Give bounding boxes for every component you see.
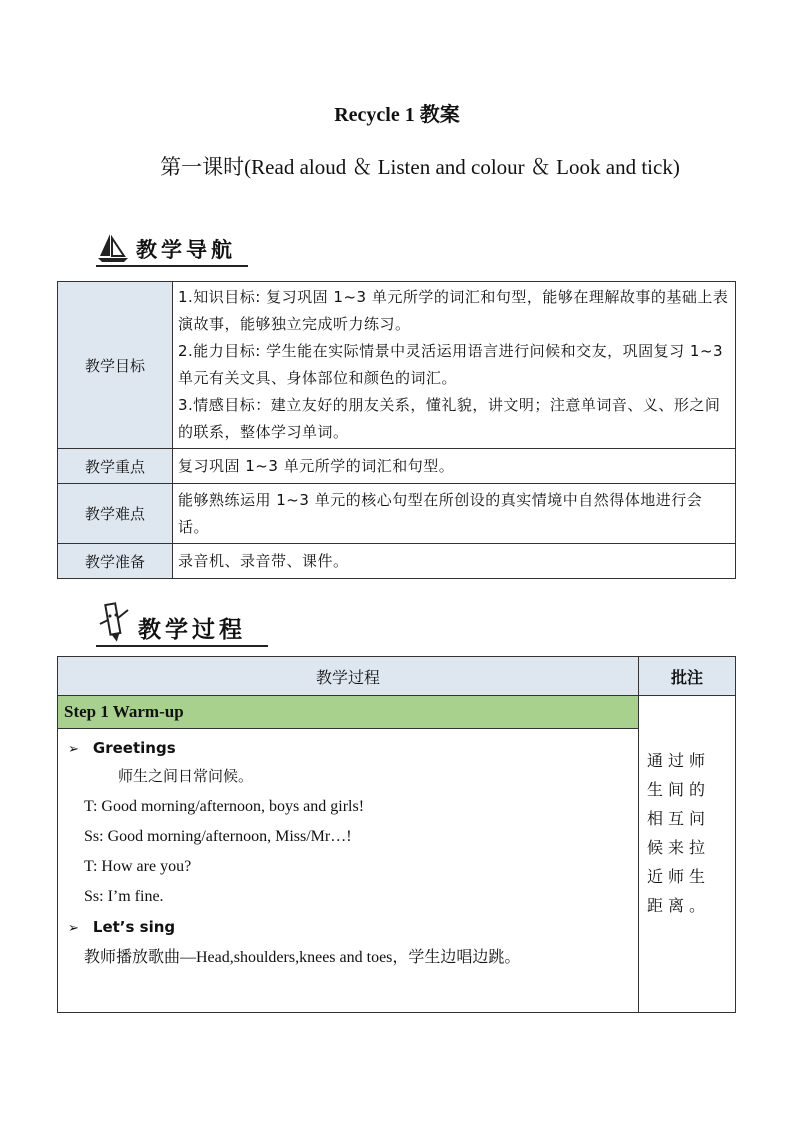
text-line: T: How are you? xyxy=(84,858,192,875)
goal-line: 3.情感目标：建立友好的朋友关系，懂礼貌，讲文明；注意单词音、义、形之间的联系，整体学习单词。 xyxy=(178,396,721,441)
goal-line: 1.知识目标: 复习巩固 1~3 单元所学的词汇和句型，能够在理解故事的基础上表演故事，能够独立完成听力练习。 xyxy=(178,288,729,333)
note-cell: 通过师生间的相互问候来拉近师生距离。 xyxy=(639,696,736,1013)
text-line: 师生之间日常问候。 xyxy=(118,767,254,785)
page-title: Recycle 1 教案 xyxy=(334,104,460,126)
row-label: 教学准备 xyxy=(58,544,173,579)
text-line: T: Good morning/afternoon, boys and girls! xyxy=(84,798,365,815)
goals-table xyxy=(57,281,736,579)
bullet-label: Let’s sing xyxy=(92,918,176,936)
header-process: 教学过程 xyxy=(58,657,639,696)
section-heading-text: 教学过程 xyxy=(138,617,246,643)
row-label: 教学目标 xyxy=(58,282,173,449)
table-row xyxy=(58,544,736,579)
table-header-row xyxy=(58,657,736,696)
text-line: Ss: I’m fine. xyxy=(84,888,164,905)
table-row xyxy=(58,729,736,1013)
row-label: 教学难点 xyxy=(58,484,173,544)
row-label: 教学重点 xyxy=(58,449,173,484)
row-content: 能够熟练运用 1~3 单元的核心句型在所创设的真实情境中自然得体地进行会话。 xyxy=(173,484,736,544)
section-heading-process xyxy=(96,600,246,644)
row-content: 复习巩固 1~3 单元所学的词汇和句型。 xyxy=(173,449,736,484)
page-subtitle: 第一课时(Read aloud ＆ Listen and colour ＆ Look and tick) xyxy=(160,155,680,179)
section-heading-text: 教学导航 xyxy=(136,238,236,262)
step-body xyxy=(58,729,639,1013)
table-row xyxy=(58,282,736,449)
section-heading-navigation xyxy=(96,232,236,264)
row-content xyxy=(173,282,736,449)
table-row xyxy=(58,484,736,544)
arrow-bullet-icon: ➢ xyxy=(68,921,79,936)
step-title: Step 1 Warm-up xyxy=(58,696,639,729)
bullet-item xyxy=(68,918,628,936)
header-note: 批注 xyxy=(639,657,736,696)
row-content: 录音机、录音带、课件。 xyxy=(173,544,736,579)
table-row xyxy=(58,449,736,484)
goal-line: 2.能力目标: 学生能在实际情景中灵活运用语言进行问候和交友，巩固复习 1~3 单元有关文具、身体部位和颜色的词汇。 xyxy=(178,342,724,387)
arrow-bullet-icon: ➢ xyxy=(68,742,79,757)
pencil-figure-icon xyxy=(96,600,132,644)
process-table xyxy=(57,656,736,1013)
bullet-item xyxy=(68,739,628,757)
table-row xyxy=(58,696,736,729)
sailboat-icon xyxy=(96,232,130,264)
bullet-label: Greetings xyxy=(92,739,176,757)
text-line: Ss: Good morning/afternoon, Miss/Mr…! xyxy=(84,828,352,845)
text-line: 教师播放歌曲—Head,shoulders,knees and toes，学生边唱边跳。 xyxy=(84,949,521,966)
